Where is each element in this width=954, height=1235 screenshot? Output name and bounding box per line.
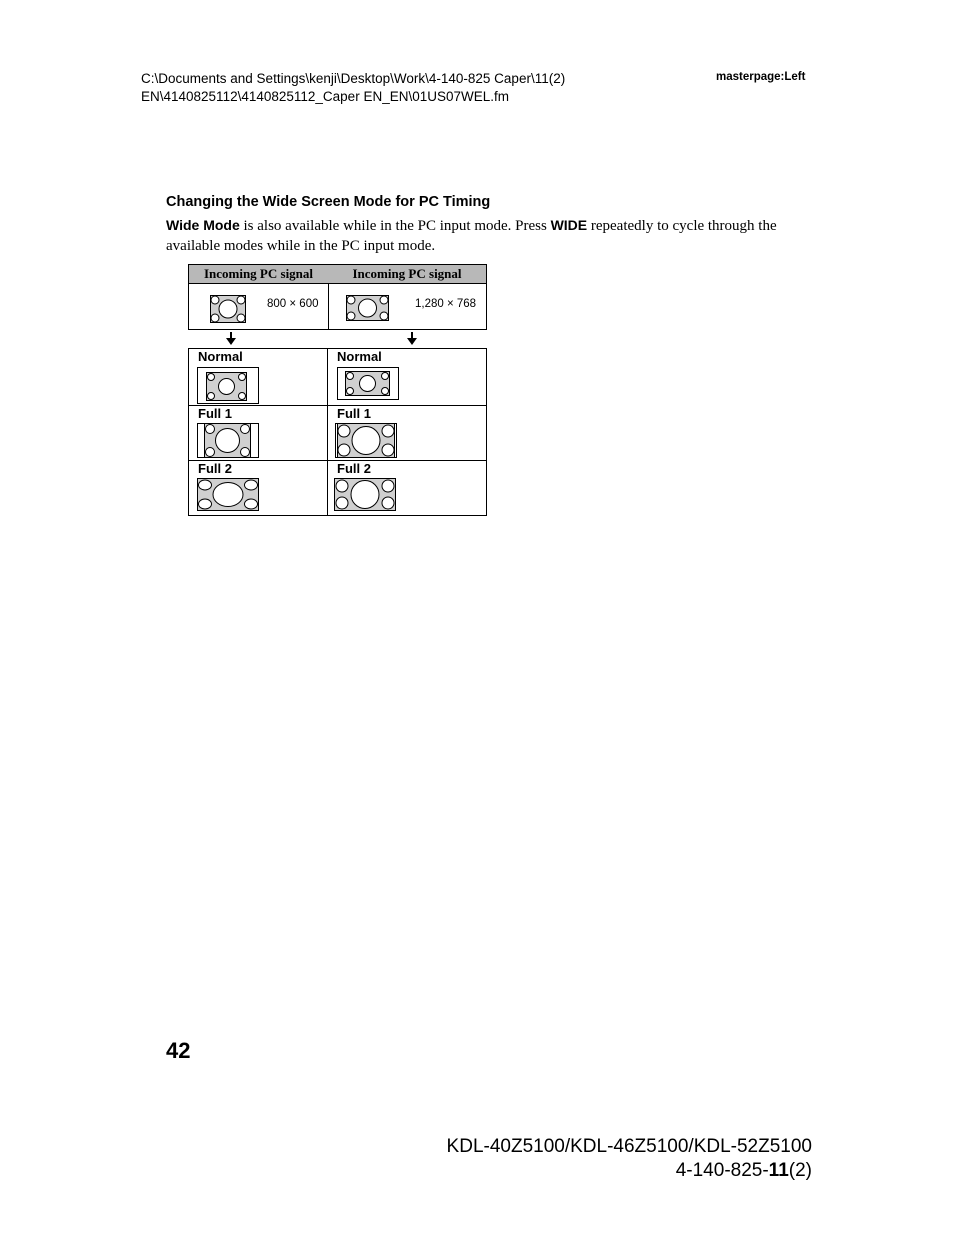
wide-mode-table xyxy=(188,348,487,516)
masterpage-label: masterpage:Left xyxy=(716,71,806,83)
section-title: Changing the Wide Screen Mode for PC Timing xyxy=(166,194,491,210)
mode-cell-full2-right xyxy=(328,461,486,515)
mode-label: Full 1 xyxy=(198,406,232,421)
mode-cell-full1-left xyxy=(189,406,327,460)
mode-label: Full 2 xyxy=(337,461,371,476)
incoming-column-800 xyxy=(189,265,329,329)
full1-wide-icon xyxy=(335,423,397,458)
incoming-signal-table xyxy=(188,264,487,330)
file-path-line1: C:\Documents and Settings\kenji\Desktop\Work\4-140-825 Caper\11(2) xyxy=(141,71,566,86)
model-numbers: KDL-40Z5100/KDL-46Z5100/KDL-52Z5100 xyxy=(446,1136,812,1157)
keyword-wide: WIDE xyxy=(550,217,588,233)
full1-4-3-icon xyxy=(197,423,259,458)
resolution-label: 800 × 600 xyxy=(267,298,319,310)
body-paragraph xyxy=(166,216,806,256)
mode-cell-normal-left xyxy=(189,349,327,405)
mode-label: Normal xyxy=(337,349,382,364)
body-text-2: repeatedly to cycle through the available modes while in the PC input mode. xyxy=(166,218,777,254)
model-footer xyxy=(447,1135,812,1183)
mode-cell-full2-left xyxy=(189,461,327,515)
signal-wide-icon xyxy=(346,295,389,321)
part-number-revision: 11 xyxy=(768,1160,789,1181)
normal-wide-icon xyxy=(337,367,399,400)
mode-cell-normal-right xyxy=(328,349,486,405)
mode-label: Full 2 xyxy=(198,461,232,476)
part-number-suffix: (2) xyxy=(788,1160,812,1181)
file-path xyxy=(141,70,565,106)
keyword-wide-mode: Wide Mode xyxy=(166,217,240,233)
file-path-line2: EN\4140825112\4140825112_Caper EN_EN\01US07WEL.fm xyxy=(141,89,509,104)
resolution-label: 1,280 × 768 xyxy=(415,298,477,310)
part-number xyxy=(447,1159,812,1183)
incoming-header: Incoming PC signal xyxy=(189,265,328,284)
body-text-1: is also available while in the PC input mode. Press xyxy=(239,218,551,234)
incoming-header: Incoming PC signal xyxy=(328,265,486,284)
normal-4-3-icon xyxy=(197,367,259,404)
page-number: 42 xyxy=(166,1038,191,1063)
full2-4-3-icon xyxy=(197,478,259,511)
signal-4-3-icon xyxy=(210,295,246,323)
full2-wide-icon xyxy=(334,478,396,511)
incoming-column-1280 xyxy=(328,265,486,329)
mode-label: Full 1 xyxy=(337,406,371,421)
mode-cell-full1-right xyxy=(328,406,486,460)
mode-label: Normal xyxy=(198,349,243,364)
part-number-prefix: 4-140-825- xyxy=(675,1160,769,1181)
